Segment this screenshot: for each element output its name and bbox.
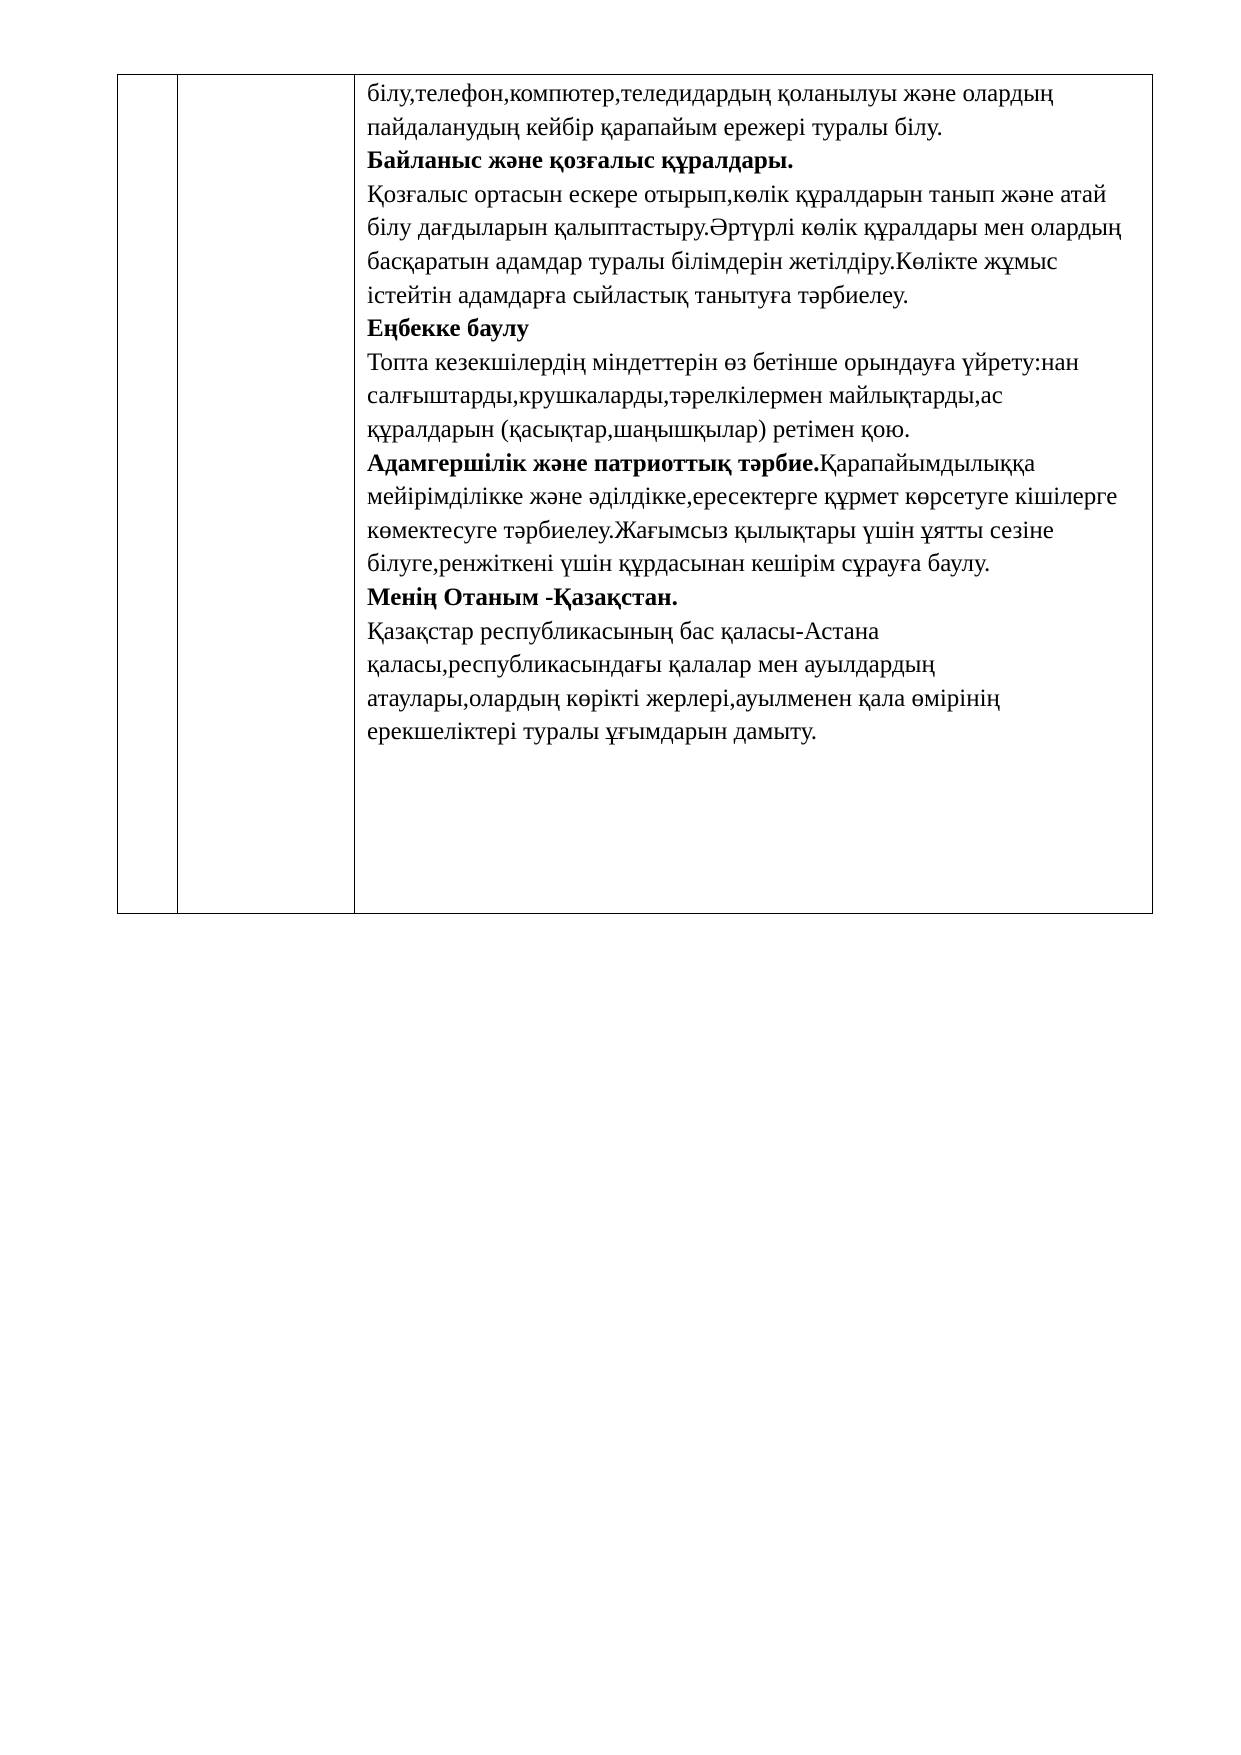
paragraph-labor: Топта кезекшілердің міндеттерін өз бетінше орындауға үйрету:нан салғыштарды,крушкаларды,тәрелкілермен майлықтарды,ас құралдарын (қасықтар,шаңышқылар) ретімен қою. (367, 348, 1079, 443)
heading-homeland: Менің Отаным -Қазақстан. (367, 583, 678, 611)
document-table (117, 74, 1153, 914)
content-text-block (355, 75, 1152, 749)
table-cell-second (178, 75, 355, 914)
table-cell-first (118, 75, 178, 914)
paragraph-intro: білу,телефон,компютер,теледидардың қоланылуы және олардың пайдаланудың кейбір қарапайым ережері туралы білу. (367, 80, 1054, 141)
heading-labor: Еңбекке баулу (367, 315, 530, 343)
heading-patriotic: Адамгершілік және патриоттық тәрбие. (367, 449, 820, 477)
table-cell-content (355, 75, 1153, 914)
heading-transport: Байланыс және қозғалыс құралдары. (367, 147, 794, 175)
paragraph-patriotic-text: Қарапайымдылыққа мейірімділікке және әділдікке,ересектерге құрмет көрсетуге кішілерге көмектесуге тәрбиелеу.Жағымсыз қылықтары үшін ұятты сезіне білуге,ренжіткені үшін құрдасынан кешірім сұрауға баулу. (367, 449, 1118, 578)
paragraph-homeland: Қазақстар республикасының бас қаласы-Астана қаласы,республикасындағы қалалар мен ауылдардың атаулары,олардың көрікті жерлері,ауылменен қала өмірінің ерекшеліктері туралы ұғымдарын дамыту. (367, 617, 1000, 746)
paragraph-transport: Қозғалыс ортасын ескере отырып,көлік құралдарын танып және атай білу дағдыларын қалыптастыру.Әртүрлі көлік құралдары мен олардың басқаратын адамдар туралы білімдерін жетілдіру.Көлікте жұмыс істейтін адамдарға сыйластық танытуға тәрбиелеу. (367, 180, 1122, 309)
table-row (118, 75, 1153, 914)
paragraph-patriotic (367, 447, 1132, 581)
